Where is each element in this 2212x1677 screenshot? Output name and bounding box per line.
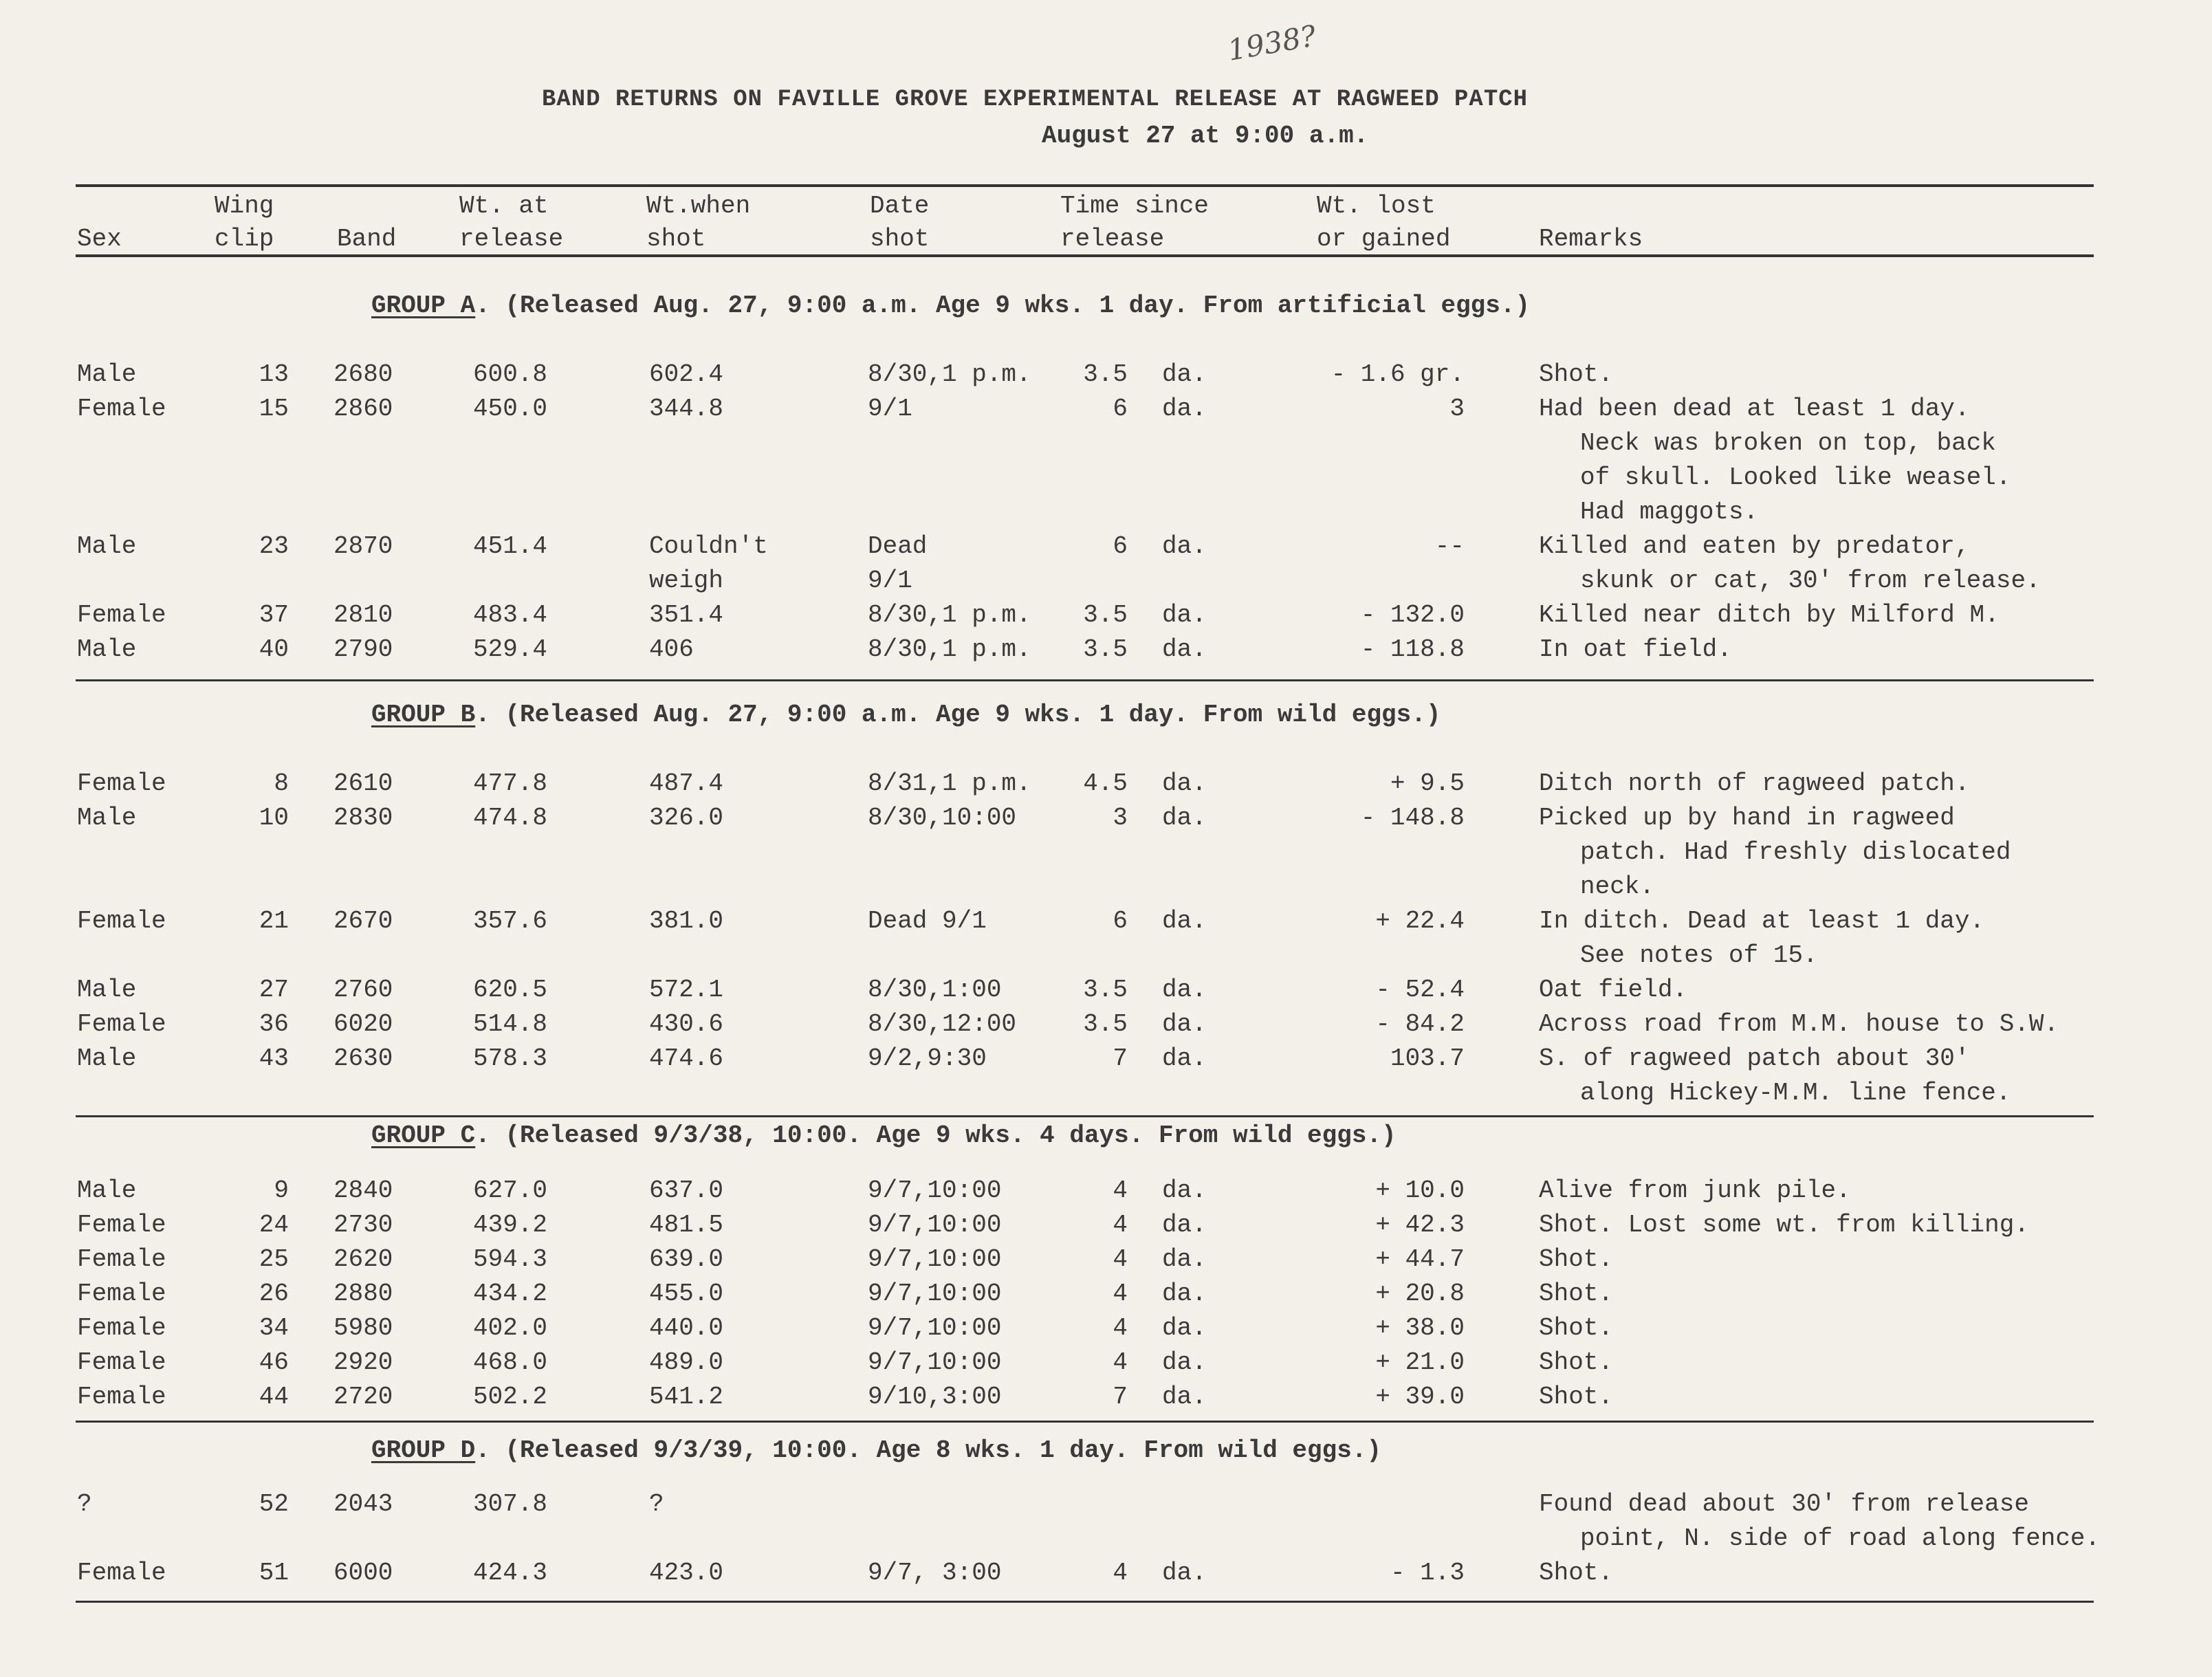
cell-date-shot: 9/1	[868, 567, 912, 595]
cell-sex: Male	[77, 1176, 137, 1205]
cell-wt-release: 514.8	[473, 1010, 548, 1038]
cell-date-shot: 8/30,12:00	[868, 1010, 1017, 1038]
group-label: GROUP A	[371, 292, 476, 320]
cell-remarks: Found dead about 30' from release	[1539, 1490, 2029, 1518]
cell-wt-shot: 487.4	[649, 769, 724, 798]
header-wing-clip-2: clip	[215, 225, 274, 253]
cell-wing-clip: 15	[259, 395, 289, 423]
cell-band: 2870	[333, 532, 393, 560]
cell-wt-lost: - 1.6 gr.	[1331, 360, 1465, 388]
cell-time-since: 4	[1113, 1280, 1128, 1308]
cell-time-unit: da.	[1162, 769, 1207, 798]
cell-date-shot: 8/30,10:00	[868, 804, 1017, 832]
cell-wing-clip: 36	[259, 1010, 289, 1038]
cell-time-since: 3.5	[1083, 976, 1128, 1004]
cell-wt-shot: ?	[649, 1490, 664, 1518]
header-wt-lost-2: or gained	[1317, 225, 1451, 253]
cell-date-shot: 8/30,1:00	[868, 976, 1002, 1004]
cell-date-shot: 9/7, 3:00	[868, 1559, 1002, 1587]
cell-band: 2840	[333, 1176, 393, 1205]
cell-wt-lost: + 42.3	[1375, 1211, 1465, 1239]
cell-sex: Male	[77, 532, 137, 560]
cell-wing-clip: 13	[259, 360, 289, 388]
cell-band: 2920	[333, 1348, 393, 1377]
cell-time-since: 4	[1113, 1245, 1128, 1273]
cell-wt-shot: 381.0	[649, 907, 724, 935]
cell-time-unit: da.	[1162, 395, 1207, 423]
cell-wt-shot: 481.5	[649, 1211, 724, 1239]
cell-band: 2860	[333, 395, 393, 423]
cell-remarks: Shot.	[1539, 1280, 1614, 1308]
header-time-since-2: release	[1060, 225, 1165, 253]
cell-remarks: Shot. Lost some wt. from killing.	[1539, 1211, 2029, 1239]
group-heading	[371, 1437, 1381, 1465]
cell-date-shot: 8/31,1 p.m.	[868, 769, 1031, 798]
cell-wing-clip: 21	[259, 907, 289, 935]
cell-band: 2670	[333, 907, 393, 935]
cell-band: 6000	[333, 1559, 393, 1587]
header-wt-shot-1: Wt.when	[646, 192, 751, 220]
cell-date-shot: 8/30,1 p.m.	[868, 601, 1031, 629]
header-date-shot-2: shot	[870, 225, 930, 253]
cell-remarks: Shot.	[1539, 360, 1614, 388]
cell-band: 2830	[333, 804, 393, 832]
cell-wt-lost: + 21.0	[1375, 1348, 1465, 1377]
cell-wt-lost: 103.7	[1390, 1044, 1465, 1073]
cell-wing-clip: 10	[259, 804, 289, 832]
cell-remarks: Shot.	[1539, 1559, 1614, 1587]
cell-sex: Female	[77, 1211, 166, 1239]
cell-band: 2720	[333, 1383, 393, 1411]
cell-wt-shot: 326.0	[649, 804, 724, 832]
cell-sex: Male	[77, 360, 137, 388]
cell-wing-clip: 24	[259, 1211, 289, 1239]
cell-remarks: Had maggots.	[1580, 498, 1759, 526]
cell-remarks: point, N. side of road along fence.	[1580, 1524, 2101, 1553]
cell-time-since: 3.5	[1083, 601, 1128, 629]
cell-band: 6020	[333, 1010, 393, 1038]
cell-wt-lost: - 118.8	[1360, 635, 1465, 664]
cell-wt-lost: + 39.0	[1375, 1383, 1465, 1411]
cell-band: 2680	[333, 360, 393, 388]
cell-time-unit: da.	[1162, 976, 1207, 1004]
cell-sex: Female	[77, 1245, 166, 1273]
cell-wing-clip: 34	[259, 1314, 289, 1342]
cell-time-unit: da.	[1162, 1010, 1207, 1038]
cell-band: 2810	[333, 601, 393, 629]
header-remarks: Remarks	[1539, 225, 1643, 253]
cell-time-since: 4.5	[1083, 769, 1128, 798]
group-label: GROUP C	[371, 1121, 476, 1150]
cell-wing-clip: 46	[259, 1348, 289, 1377]
cell-wt-shot: 344.8	[649, 395, 724, 423]
cell-remarks: Across road from M.M. house to S.W.	[1539, 1010, 2059, 1038]
cell-wt-release: 477.8	[473, 769, 548, 798]
cell-wing-clip: 27	[259, 976, 289, 1004]
header-wt-shot-2: shot	[646, 225, 706, 253]
cell-remarks: Shot.	[1539, 1314, 1614, 1342]
cell-time-unit: da.	[1162, 635, 1207, 664]
cell-date-shot: 9/2,9:30	[868, 1044, 987, 1073]
cell-wt-release: 578.3	[473, 1044, 548, 1073]
cell-remarks: Ditch north of ragweed patch.	[1539, 769, 1970, 798]
cell-time-since: 4	[1113, 1176, 1128, 1205]
header-wt-release-2: release	[459, 225, 564, 253]
cell-wing-clip: 44	[259, 1383, 289, 1411]
cell-wt-release: 502.2	[473, 1383, 548, 1411]
cell-wt-lost: - 84.2	[1375, 1010, 1465, 1038]
cell-wt-shot: 602.4	[649, 360, 724, 388]
cell-sex: Female	[77, 1383, 166, 1411]
cell-wt-shot: 474.6	[649, 1044, 724, 1073]
cell-wt-release: 529.4	[473, 635, 548, 664]
cell-date-shot: Dead 9/1	[868, 907, 987, 935]
header-date-shot-1: Date	[870, 192, 930, 220]
group-divider-rule	[76, 679, 2094, 681]
cell-time-since: 4	[1113, 1314, 1128, 1342]
cell-wt-shot: 637.0	[649, 1176, 724, 1205]
cell-wt-release: 483.4	[473, 601, 548, 629]
cell-remarks: Alive from junk pile.	[1539, 1176, 1851, 1205]
cell-time-since: 3.5	[1083, 360, 1128, 388]
cell-wt-shot: 440.0	[649, 1314, 724, 1342]
cell-wt-release: 424.3	[473, 1559, 548, 1587]
cell-band: 2610	[333, 769, 393, 798]
cell-wt-release: 600.8	[473, 360, 548, 388]
cell-wing-clip: 25	[259, 1245, 289, 1273]
cell-sex: Female	[77, 1280, 166, 1308]
cell-time-since: 6	[1113, 907, 1128, 935]
document-subtitle: August 27 at 9:00 a.m.	[1042, 122, 1369, 150]
cell-wt-shot: 430.6	[649, 1010, 724, 1038]
header-band: Band	[337, 225, 397, 253]
cell-time-unit: da.	[1162, 1280, 1207, 1308]
cell-band: 2630	[333, 1044, 393, 1073]
document-title: BAND RETURNS ON FAVILLE GROVE EXPERIMENTAL RELEASE AT RAGWEED PATCH	[542, 87, 1529, 113]
cell-time-since: 4	[1113, 1559, 1128, 1587]
cell-band: 5980	[333, 1314, 393, 1342]
group-divider-rule	[76, 1601, 2094, 1603]
group-description: . (Released 9/3/39, 10:00. Age 8 wks. 1 day. From wild eggs.)	[475, 1436, 1382, 1465]
cell-wt-shot: 423.0	[649, 1559, 724, 1587]
cell-sex: Female	[77, 601, 166, 629]
cell-date-shot: 9/7,10:00	[868, 1176, 1002, 1205]
cell-date-shot: 9/7,10:00	[868, 1245, 1002, 1273]
cell-wing-clip: 51	[259, 1559, 289, 1587]
cell-wt-shot: 541.2	[649, 1383, 724, 1411]
cell-wt-release: 474.8	[473, 804, 548, 832]
cell-time-unit: da.	[1162, 360, 1207, 388]
cell-wt-lost: - 148.8	[1360, 804, 1465, 832]
cell-time-unit: da.	[1162, 1245, 1207, 1273]
cell-remarks: Shot.	[1539, 1383, 1614, 1411]
cell-band: 2043	[333, 1490, 393, 1518]
cell-wt-lost: 3	[1449, 395, 1465, 423]
cell-time-since: 7	[1113, 1044, 1128, 1073]
cell-wing-clip: 23	[259, 532, 289, 560]
cell-remarks: S. of ragweed patch about 30'	[1539, 1044, 1970, 1073]
cell-wt-lost: + 9.5	[1390, 769, 1465, 798]
cell-remarks: of skull. Looked like weasel.	[1580, 463, 2011, 492]
cell-wt-lost: - 1.3	[1390, 1559, 1465, 1587]
cell-remarks: skunk or cat, 30' from release.	[1580, 567, 2041, 595]
cell-wt-lost: - 132.0	[1360, 601, 1465, 629]
cell-wt-release: 307.8	[473, 1490, 548, 1518]
cell-remarks: Killed and eaten by predator,	[1539, 532, 1970, 560]
cell-wing-clip: 26	[259, 1280, 289, 1308]
cell-time-since: 3	[1113, 804, 1128, 832]
cell-wt-shot: 406	[649, 635, 694, 664]
cell-sex: Male	[77, 976, 137, 1004]
cell-wt-lost: + 22.4	[1375, 907, 1465, 935]
cell-wing-clip: 40	[259, 635, 289, 664]
group-description: . (Released Aug. 27, 9:00 a.m. Age 9 wks. 1 day. From artificial eggs.)	[475, 292, 1531, 320]
cell-time-unit: da.	[1162, 532, 1207, 560]
cell-remarks: See notes of 15.	[1580, 941, 1818, 969]
cell-time-since: 6	[1113, 532, 1128, 560]
cell-wing-clip: 8	[274, 769, 289, 798]
cell-time-since: 6	[1113, 395, 1128, 423]
cell-sex: Female	[77, 1348, 166, 1377]
handwritten-annotation: 1938?	[1225, 19, 1319, 67]
header-wing-clip-1: Wing	[215, 192, 274, 220]
header-time-since-1: Time since	[1060, 192, 1209, 220]
cell-time-unit: da.	[1162, 907, 1207, 935]
cell-wt-shot: 455.0	[649, 1280, 724, 1308]
cell-wt-release: 450.0	[473, 395, 548, 423]
header-top-rule	[76, 184, 2094, 187]
cell-band: 2760	[333, 976, 393, 1004]
cell-remarks: In ditch. Dead at least 1 day.	[1539, 907, 1985, 935]
cell-wt-shot: 639.0	[649, 1245, 724, 1273]
cell-time-unit: da.	[1162, 804, 1207, 832]
cell-wing-clip: 43	[259, 1044, 289, 1073]
cell-wing-clip: 9	[274, 1176, 289, 1205]
cell-wt-shot: Couldn't	[649, 532, 768, 560]
cell-wt-release: 627.0	[473, 1176, 548, 1205]
cell-time-since: 7	[1113, 1383, 1128, 1411]
cell-sex: Female	[77, 1559, 166, 1587]
cell-time-unit: da.	[1162, 1348, 1207, 1377]
cell-sex: Male	[77, 635, 137, 664]
cell-time-unit: da.	[1162, 1176, 1207, 1205]
cell-sex: Female	[77, 1314, 166, 1342]
cell-wt-shot: 572.1	[649, 976, 724, 1004]
cell-date-shot: 9/7,10:00	[868, 1348, 1002, 1377]
cell-time-since: 3.5	[1083, 1010, 1128, 1038]
cell-time-since: 4	[1113, 1348, 1128, 1377]
cell-band: 2730	[333, 1211, 393, 1239]
cell-wt-release: 594.3	[473, 1245, 548, 1273]
cell-wt-lost: + 44.7	[1375, 1245, 1465, 1273]
header-wt-lost-1: Wt. lost	[1317, 192, 1436, 220]
cell-sex: Male	[77, 804, 137, 832]
cell-time-unit: da.	[1162, 1314, 1207, 1342]
cell-date-shot: 8/30,1 p.m.	[868, 360, 1031, 388]
cell-date-shot: Dead	[868, 532, 928, 560]
cell-wt-lost: + 10.0	[1375, 1176, 1465, 1205]
cell-time-unit: da.	[1162, 1559, 1207, 1587]
cell-remarks: In oat field.	[1539, 635, 1732, 664]
cell-wt-release: 468.0	[473, 1348, 548, 1377]
group-divider-rule	[76, 1115, 2094, 1117]
cell-sex: Female	[77, 1010, 166, 1038]
cell-time-unit: da.	[1162, 1383, 1207, 1411]
cell-wt-lost: + 38.0	[1375, 1314, 1465, 1342]
cell-remarks: Had been dead at least 1 day.	[1539, 395, 1970, 423]
cell-sex: Female	[77, 395, 166, 423]
cell-time-unit: da.	[1162, 601, 1207, 629]
group-heading	[371, 701, 1441, 729]
group-divider-rule	[76, 1421, 2094, 1423]
cell-remarks: Shot.	[1539, 1245, 1614, 1273]
cell-wt-release: 402.0	[473, 1314, 548, 1342]
cell-wt-release: 620.5	[473, 976, 548, 1004]
header-wt-release-1: Wt. at	[459, 192, 549, 220]
cell-wt-shot: 489.0	[649, 1348, 724, 1377]
cell-date-shot: 9/10,3:00	[868, 1383, 1002, 1411]
cell-remarks: Oat field.	[1539, 976, 1688, 1004]
cell-wt-lost: --	[1434, 532, 1465, 560]
cell-wt-shot: 351.4	[649, 601, 724, 629]
header-sex: Sex	[77, 225, 122, 253]
cell-band: 2620	[333, 1245, 393, 1273]
cell-remarks: Killed near ditch by Milford M.	[1539, 601, 2000, 629]
cell-band: 2790	[333, 635, 393, 664]
group-heading	[371, 292, 1530, 320]
cell-remarks: patch. Had freshly dislocated	[1580, 838, 2011, 866]
cell-time-since: 4	[1113, 1211, 1128, 1239]
group-description: . (Released Aug. 27, 9:00 a.m. Age 9 wks. 1 day. From wild eggs.)	[475, 701, 1441, 729]
cell-date-shot: 9/7,10:00	[868, 1280, 1002, 1308]
cell-wt-lost: + 20.8	[1375, 1280, 1465, 1308]
cell-wt-release: 357.6	[473, 907, 548, 935]
cell-date-shot: 9/1	[868, 395, 912, 423]
cell-band: 2880	[333, 1280, 393, 1308]
cell-remarks: along Hickey-M.M. line fence.	[1580, 1079, 2011, 1107]
cell-time-unit: da.	[1162, 1044, 1207, 1073]
cell-sex: ?	[77, 1490, 92, 1518]
cell-wt-release: 451.4	[473, 532, 548, 560]
cell-sex: Female	[77, 907, 166, 935]
cell-sex: Male	[77, 1044, 137, 1073]
cell-wt-release: 434.2	[473, 1280, 548, 1308]
cell-date-shot: 9/7,10:00	[868, 1211, 1002, 1239]
cell-wt-release: 439.2	[473, 1211, 548, 1239]
cell-time-since: 3.5	[1083, 635, 1128, 664]
cell-sex: Female	[77, 769, 166, 798]
cell-remarks: Shot.	[1539, 1348, 1614, 1377]
cell-wing-clip: 52	[259, 1490, 289, 1518]
cell-wt-lost: - 52.4	[1375, 976, 1465, 1004]
cell-date-shot: 9/7,10:00	[868, 1314, 1002, 1342]
cell-wing-clip: 37	[259, 601, 289, 629]
cell-remarks: Picked up by hand in ragweed	[1539, 804, 1955, 832]
cell-remarks: neck.	[1580, 873, 1655, 901]
group-label: GROUP D	[371, 1436, 476, 1465]
group-description: . (Released 9/3/38, 10:00. Age 9 wks. 4 days. From wild eggs.)	[475, 1121, 1397, 1150]
group-label: GROUP B	[371, 701, 476, 729]
group-heading	[371, 1122, 1397, 1150]
cell-time-unit: da.	[1162, 1211, 1207, 1239]
cell-remarks: Neck was broken on top, back	[1580, 429, 1996, 457]
cell-date-shot: 8/30,1 p.m.	[868, 635, 1031, 664]
header-bottom-rule	[76, 254, 2094, 257]
cell-wt-shot: weigh	[649, 567, 724, 595]
